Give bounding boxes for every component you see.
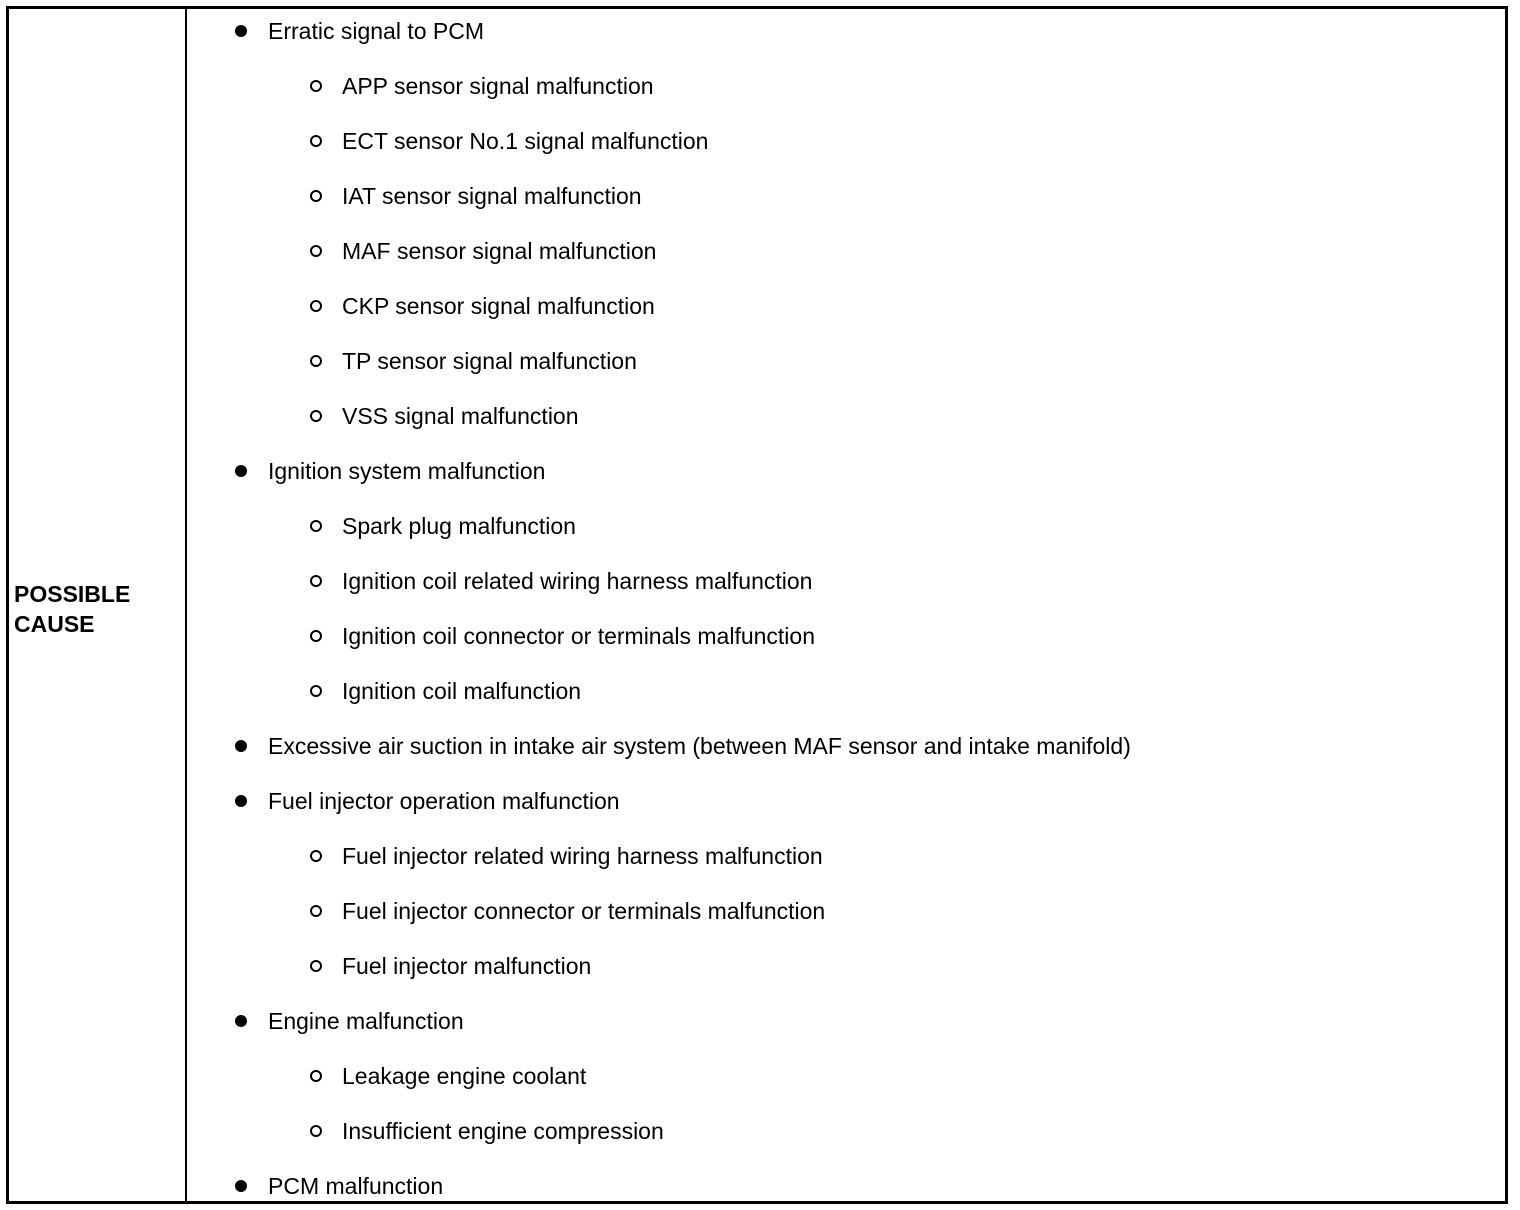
sub-cause-item <box>342 561 812 601</box>
row-label-line-1: POSSIBLE <box>14 581 131 607</box>
cause-text: Insufficient engine compression <box>342 1118 664 1144</box>
sub-cause-item <box>342 891 825 931</box>
cause-text: MAF sensor signal malfunction <box>342 238 657 264</box>
sub-cause-item <box>342 396 579 436</box>
cause-text: IAT sensor signal malfunction <box>342 183 642 209</box>
sub-cause-item <box>342 946 591 986</box>
hollow-bullet-icon <box>310 80 322 92</box>
cause-text: Ignition coil malfunction <box>342 678 582 704</box>
sub-cause-item <box>342 506 576 546</box>
hollow-bullet-icon <box>310 905 322 917</box>
sub-cause-item <box>342 1056 586 1096</box>
cause-item <box>268 781 620 821</box>
cause-text: Ignition system malfunction <box>268 458 546 484</box>
filled-bullet-icon <box>235 795 247 807</box>
hollow-bullet-icon <box>310 410 322 422</box>
hollow-bullet-icon <box>310 135 322 147</box>
cause-text: PCM malfunction <box>268 1173 444 1199</box>
cause-text: CKP sensor signal malfunction <box>342 293 655 319</box>
hollow-bullet-icon <box>310 850 322 862</box>
content-cell <box>187 9 1505 1201</box>
filled-bullet-icon <box>235 465 247 477</box>
hollow-bullet-icon <box>310 355 322 367</box>
hollow-bullet-icon <box>310 1070 322 1082</box>
filled-bullet-icon <box>235 1015 247 1027</box>
hollow-bullet-icon <box>310 1125 322 1137</box>
cause-text: Fuel injector malfunction <box>342 953 592 979</box>
cause-text: Spark plug malfunction <box>342 513 576 539</box>
sub-cause-item <box>342 1111 664 1151</box>
possible-cause-table <box>6 6 1508 1204</box>
cause-item <box>268 11 484 51</box>
hollow-bullet-icon <box>310 630 322 642</box>
cause-text: Fuel injector operation malfunction <box>268 788 620 814</box>
row-label <box>14 579 130 639</box>
hollow-bullet-icon <box>310 190 322 202</box>
sub-cause-item <box>342 121 708 161</box>
cause-text: Ignition coil connector or terminals malfunction <box>342 623 816 649</box>
row-label-line-2: CAUSE <box>14 611 95 637</box>
filled-bullet-icon <box>235 1180 247 1192</box>
hollow-bullet-icon <box>310 245 322 257</box>
cause-text: Leakage engine coolant <box>342 1063 587 1089</box>
sub-cause-item <box>342 231 656 271</box>
label-cell <box>9 9 187 1201</box>
hollow-bullet-icon <box>310 520 322 532</box>
cause-text: Engine malfunction <box>268 1008 464 1034</box>
cause-text: Ignition coil related wiring harness malfunction <box>342 568 813 594</box>
sub-cause-item <box>342 286 655 326</box>
cause-text: VSS signal malfunction <box>342 403 579 429</box>
filled-bullet-icon <box>235 25 247 37</box>
cause-text: Fuel injector connector or terminals malfunction <box>342 898 826 924</box>
sub-cause-item <box>342 671 581 711</box>
cause-text: ECT sensor No.1 signal malfunction <box>342 128 709 154</box>
sub-cause-item <box>342 176 642 216</box>
hollow-bullet-icon <box>310 960 322 972</box>
filled-bullet-icon <box>235 740 247 752</box>
cause-item <box>268 451 545 491</box>
cause-item <box>268 1001 464 1041</box>
hollow-bullet-icon <box>310 575 322 587</box>
cause-text: APP sensor signal malfunction <box>342 73 654 99</box>
sub-cause-item <box>342 341 637 381</box>
sub-cause-item <box>342 66 654 106</box>
cause-text: Erratic signal to PCM <box>268 18 485 44</box>
sub-cause-item <box>342 836 823 876</box>
cause-item <box>268 726 1131 766</box>
sub-cause-item <box>342 616 815 656</box>
cause-text: Fuel injector related wiring harness malfunction <box>342 843 823 869</box>
hollow-bullet-icon <box>310 685 322 697</box>
cause-text: Excessive air suction in intake air system (between MAF sensor and intake manifold) <box>268 733 1131 759</box>
cause-item <box>268 1166 443 1206</box>
hollow-bullet-icon <box>310 300 322 312</box>
cause-text: TP sensor signal malfunction <box>342 348 637 374</box>
